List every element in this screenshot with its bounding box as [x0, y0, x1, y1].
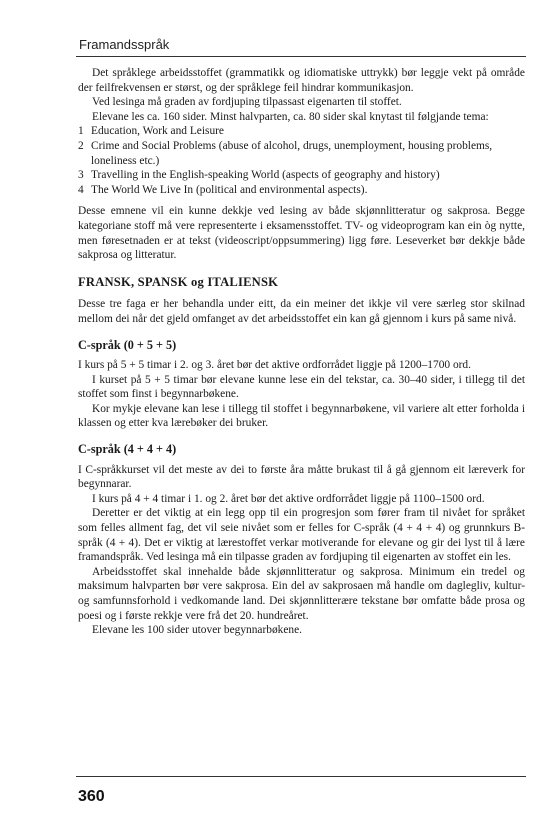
page-number: 360 — [78, 788, 105, 805]
topic-item — [78, 183, 525, 198]
paragraph: Desse tre faga er her behandla under eitt, da ein meiner det ikkje vil vere særleg stor skilnad mellom dei når det gjeld omfanget av det arbeidsstoffet ein kan gå gjennom i kurs på same nivå. — [78, 298, 525, 325]
topic-number: 2 — [78, 139, 84, 152]
subsection-heading: C-språk (4 + 4 + 4) — [78, 442, 177, 457]
paragraph: Desse emnene vil ein kunne dekkje ved lesing av både skjønnlitteratur og sakprosa. Begge kategoriane stoff må vere representerte i eksamensstoffet. TV- og videoprogram kan ein òg nytte, men føresetnaden er at tekst (videoscript/oppsummering) ligg føre. Leseverket bør dekkje både sakprosa og litteratur. — [78, 205, 525, 262]
paragraph: Kor mykje elevane kan lese i tillegg til stoffet i begynnarbøkene, vil variere alt etter forholda i klassen og etter kva lærebøker dei bruker. — [78, 402, 525, 430]
paragraph: I kurset på 5 + 5 timar bør elevane kunne lese ein del tekstar, ca. 30–40 sider, i tillegg til det stoffet som finst i begynnarbøkene. — [78, 373, 525, 401]
running-head: Framandsspråk — [79, 37, 170, 52]
topic-text: Education, Work and Leisure — [91, 125, 224, 138]
page-body — [78, 66, 525, 638]
footer-rule — [76, 776, 526, 777]
paragraph: Ved lesinga må graden av fordjuping tilpassast eigenarten til stoffet. — [92, 96, 402, 109]
topic-item — [78, 168, 525, 183]
topic-list — [78, 124, 525, 197]
paragraph: Elevane les ca. 160 sider. Minst halvparten, ca. 80 sider skal knytast til følgjande tema: — [92, 110, 489, 123]
topic-number: 1 — [78, 125, 84, 138]
paragraph: Elevane les 100 sider utover begynnarbøkene. — [92, 624, 303, 637]
topic-text: Crime and Social Problems (abuse of alcohol, drugs, unemployment, housing problems, loneliness etc.) — [91, 139, 493, 167]
topic-number: 3 — [78, 169, 84, 182]
section-heading: FRANSK, SPANSK og ITALIENSK — [78, 274, 279, 289]
topic-text: The World We Live In (political and environmental aspects). — [91, 183, 368, 196]
topic-number: 4 — [78, 183, 84, 196]
subsection-heading: C-språk (0 + 5 + 5) — [78, 337, 177, 352]
paragraph: Arbeidsstoffet skal innehalde både skjønnlitteratur og sakprosa. Minimum ein tredel og maksimum halvparten bør vere sakprosa. Ein del av sakprosaen må handle om daglegliv, kultur- og samfunnsforhold i vedkomande land. Dei skjønnlitterære tekstane bør omfatte både prosa og poesi og i første rekkje vere frå det 20. hundreåret. — [78, 565, 525, 622]
paragraph: Det språklege arbeidsstoffet (grammatikk og idiomatiske uttrykk) bør leggje vekt på område der feilfrekvensen er størst, og der språklege feil hindrar kommunikasjon. — [78, 67, 525, 94]
paragraph: I kurs på 5 + 5 timar i 2. og 3. året bør det aktive ordforrådet liggje på 1200–1700 ord. — [78, 359, 471, 372]
paragraph: Deretter er det viktig at ein legg opp til ein progresjon som fører fram til nivået for språket som felles allment fag, det vil seie nivået som er felles for C-språk (4 + 4 + 4) og grunnkurs B-språk (4 + 4). Det er viktig at lærestoffet verkar motiverande for elevane og gir dei lyst til å lære framandspråk. Ved lesinga må ein tilpasse graden av fordjuping til eigenarten av stoffet ein les. — [78, 507, 525, 564]
topic-text: Travelling in the English-speaking World (aspects of geography and history) — [91, 169, 440, 182]
paragraph: I kurs på 4 + 4 timar i 1. og 2. året bør det aktive ordforrådet liggje på 1100–1500 ord. — [92, 492, 485, 505]
topic-item — [78, 124, 525, 139]
paragraph: I C-språkkurset vil det meste av dei to første åra måtte brukast til å gå gjennom eit læreverk for begynnarar. — [78, 463, 525, 491]
header-rule — [76, 56, 526, 57]
topic-item — [78, 139, 525, 168]
